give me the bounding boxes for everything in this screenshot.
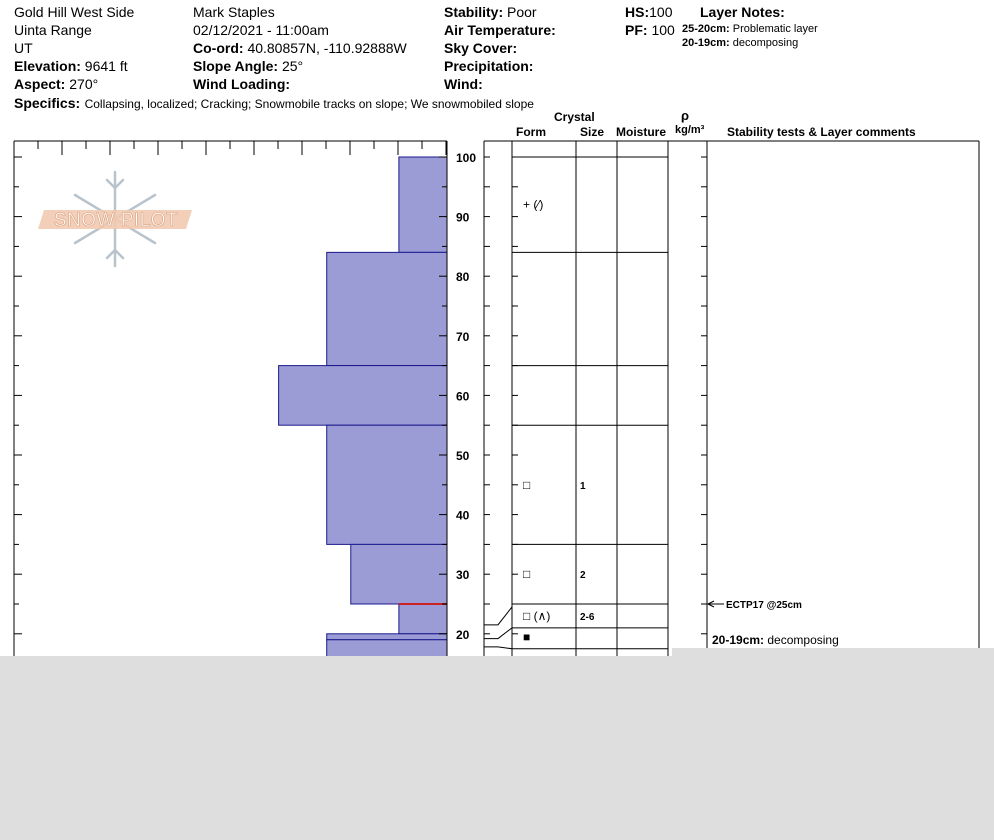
slope-value: 25°: [281, 58, 304, 74]
crystal-size: 2: [580, 570, 586, 582]
range-name: Uinta Range: [14, 22, 92, 38]
layer-connector-line: [484, 607, 512, 625]
layer-connector-line: [484, 628, 512, 639]
layer-table-grid: [484, 141, 979, 656]
hardness-layer-bar: [399, 604, 447, 634]
observation-datetime: 02/12/2021 - 11:00am: [193, 22, 329, 38]
hardness-layer-bar: [399, 157, 447, 252]
crystal-header: Crystal: [554, 110, 595, 124]
slope-label: Slope Angle:: [193, 58, 279, 74]
size-header: Size: [580, 125, 605, 139]
pf-value: 100: [651, 22, 675, 38]
precip-label: Precipitation:: [444, 58, 534, 74]
stability-test-label: ECTP17 @25cm: [726, 600, 802, 611]
hardness-layer-bar: [327, 425, 447, 544]
elevation-label: Elevation:: [14, 58, 81, 74]
pf-label: PF:: [625, 22, 648, 38]
hardness-layer-bar: [327, 634, 447, 640]
hs-label: HS:: [625, 4, 650, 20]
crystal-form: + (⁄): [523, 197, 544, 212]
stability-value: Poor: [507, 4, 537, 20]
depth-tick-label: 90: [456, 210, 470, 225]
air-temp-label: Air Temperature:: [444, 22, 556, 38]
crystal-form: □: [523, 567, 531, 582]
gray-overlay-bottom: [0, 656, 994, 840]
hardness-layers: [279, 157, 447, 664]
form-header: Form: [516, 125, 546, 139]
depth-tick-label: 70: [456, 329, 470, 344]
layer-comment-text: decomposing: [767, 633, 839, 647]
state-name: UT: [14, 40, 33, 56]
depth-tick-label: 80: [456, 270, 470, 285]
layer-note-2-depth: 20-19cm:: [682, 37, 730, 49]
rho-header: ρ: [681, 108, 690, 123]
wind-loading-label: Wind Loading:: [193, 76, 291, 92]
moisture-header: Moisture: [616, 125, 667, 139]
elevation-value: 9641 ft: [84, 58, 128, 74]
coord-value: 40.80857N, -110.92888W: [247, 40, 407, 56]
stability-marks: [708, 600, 839, 647]
crystal-form: □ (∧): [523, 608, 551, 623]
layer-note-1-depth: 25-20cm:: [682, 23, 730, 35]
layer-connector-line: [484, 647, 512, 649]
wind-label: Wind:: [444, 76, 483, 92]
density-unit-header: kg/m³: [675, 124, 705, 136]
hs-value: 100: [649, 4, 673, 20]
stability-tests-header: Stability tests & Layer comments: [727, 125, 916, 139]
depth-tick-label: 50: [456, 449, 470, 463]
layer-comment-depth: 20-19cm:: [712, 633, 768, 647]
hardness-layer-bar: [351, 544, 447, 604]
sky-cover-label: Sky Cover:: [444, 40, 518, 56]
layer-note-2-text: decomposing: [732, 37, 799, 49]
crystal-form: □: [523, 477, 531, 492]
coord-label: Co-ord:: [193, 40, 244, 56]
hardness-layer-bar: [279, 366, 447, 426]
snowpilot-logo: [38, 172, 192, 266]
layer-note-1-text: Problematic layer: [732, 23, 818, 35]
layer-comment: [712, 633, 839, 647]
logo-text: SNOW PILOT: [53, 210, 179, 231]
crystal-size: 2-6: [580, 611, 595, 623]
layer-notes-title-text: Layer Notes:: [700, 4, 785, 20]
depth-tick-label: 30: [456, 568, 470, 583]
depth-tick-label: 60: [456, 389, 470, 404]
crystal-size: 1: [580, 480, 586, 492]
location-name: Gold Hill West Side: [14, 4, 135, 20]
aspect-value: 270°: [69, 76, 99, 92]
specifics-value: Collapsing, localized; Cracking; Snowmobile tracks on slope; We snowmobiled slope: [84, 97, 534, 111]
crystal-form: ■: [523, 629, 531, 644]
specifics-label: Specifics:: [14, 95, 81, 111]
depth-tick-label: 100: [456, 151, 477, 165]
hardness-layer-bar: [327, 252, 447, 365]
aspect-label: Aspect:: [14, 76, 66, 92]
observer-name: Mark Staples: [193, 4, 275, 20]
stability-label: Stability:: [444, 4, 504, 20]
depth-tick-label: 20: [456, 627, 470, 642]
crystal-marks: [523, 198, 595, 644]
depth-tick-label: 40: [456, 508, 470, 523]
